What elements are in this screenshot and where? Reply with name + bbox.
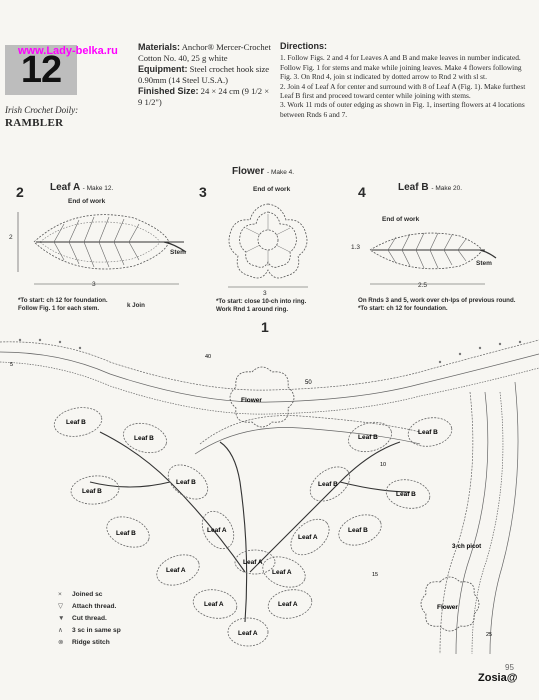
directions-block — [280, 42, 535, 119]
fig1-flower-label-top: Flower — [241, 397, 262, 404]
fig2-note: *To start: ch 12 for foundation. Follow Fig. 1 for each stem. — [18, 297, 108, 312]
svg-text:Leaf B: Leaf B — [176, 479, 196, 486]
direction-step: 2. Join 4 of Leaf A for center and surround with 8 of Leaf A (Fig. 1). Make furthest Leaf B first and proceed toward center while joining with stems. — [280, 81, 526, 101]
fig2-leaf-a-diagram — [14, 200, 194, 290]
ridge-stitch-symbol-icon: ⊗ — [58, 639, 64, 646]
direction-step: 1. Follow Figs. 2 and 4 for Leaves A and B and make leaves in number indicated. Follow Fig. 1 for stems and make while joining leaves. Make 4 flowers following Fig. 3. On Rnd 4, join st indicated by dotted arrow to Rnd 2 with sl st. — [280, 53, 522, 82]
svg-text:Leaf A: Leaf A — [272, 569, 292, 576]
fig4-title: Leaf B - Make 20. — [398, 182, 463, 193]
fig4-leaf-b-diagram — [360, 222, 510, 292]
svg-text:Leaf A: Leaf A — [166, 567, 186, 574]
fig2-title: Leaf A - Make 12. — [50, 182, 114, 193]
legend-item: ∧ 3 sc in same sp — [58, 626, 121, 634]
page-number: 95 — [505, 663, 514, 672]
attach-thread-symbol-icon: ▽ — [58, 603, 64, 610]
fig4-note: On Rnds 3 and 5, work over ch-lps of previous round. *To start: ch 12 for foundation. — [358, 297, 516, 312]
size-line: Finished Size: 24 × 24 cm (9 1/2 × 9 1/2") — [138, 86, 270, 107]
svg-text:Leaf A: Leaf A — [298, 534, 318, 541]
fig4-width: 2.5 — [418, 282, 428, 289]
pattern-title: RAMBLER — [5, 117, 64, 129]
fig3-number: 3 — [199, 184, 207, 200]
svg-text:Leaf A: Leaf A — [238, 630, 258, 637]
legend-item: × Joined sc — [58, 590, 103, 598]
fig4-end-label: End of work — [382, 216, 420, 223]
fig1-flower-label-bottom: Flower — [437, 604, 458, 611]
fig2-width: 3 — [92, 281, 96, 288]
svg-text:Leaf A: Leaf A — [243, 559, 263, 566]
symbol-legend — [58, 588, 121, 648]
svg-text:Leaf A: Leaf A — [207, 527, 227, 534]
fig2-number: 2 — [16, 184, 24, 200]
fig2-join-legend: k Join — [127, 302, 145, 309]
cut-thread-symbol-icon: ▼ — [58, 614, 65, 622]
credit-signature: Zosia@ — [478, 672, 518, 684]
fig1-picot-label: 3-ch picot — [452, 543, 482, 550]
fig4-height: 1.3 — [351, 244, 361, 251]
directions-heading: Directions: — [280, 41, 328, 51]
fig2-stem-label: Stem — [170, 249, 186, 256]
fig3-title: Flower - Make 4. — [232, 166, 295, 177]
equipment-line: Equipment: Steel crochet hook size 0.90mm (14 Steel U.S.A.) — [138, 64, 270, 85]
pattern-number: 12 — [20, 48, 62, 91]
svg-text:Leaf A: Leaf A — [204, 601, 224, 608]
svg-text:50: 50 — [305, 380, 312, 386]
legend-item: ▽ Attach thread. — [58, 602, 117, 610]
svg-text:5: 5 — [10, 362, 14, 368]
svg-text:Leaf B: Leaf B — [418, 429, 438, 436]
svg-text:Leaf B: Leaf B — [82, 488, 102, 495]
svg-text:25: 25 — [486, 632, 493, 638]
watermark-link[interactable]: www.Lady-belka.ru — [18, 45, 118, 57]
svg-text:Leaf A: Leaf A — [278, 601, 298, 608]
svg-text:Leaf B: Leaf B — [358, 434, 378, 441]
svg-text:Leaf B: Leaf B — [66, 419, 86, 426]
fig3-note: *To start: close 10-ch into ring. Work Rnd 1 around ring. — [216, 298, 307, 313]
svg-text:Leaf B: Leaf B — [116, 530, 136, 537]
svg-text:Leaf B: Leaf B — [348, 527, 368, 534]
fig3-width: 3 — [263, 290, 267, 297]
fig3-flower-diagram — [218, 190, 318, 290]
fig2-height: 2 — [9, 234, 13, 241]
three-sc-symbol-icon: ∧ — [58, 627, 63, 634]
materials-line: Materials: Anchor® Mercer-Crochet Cotton No. 40, 25 g white — [138, 42, 271, 63]
fig3-end-label: End of work — [253, 186, 291, 193]
fig2-end-label: End of work — [68, 198, 106, 205]
fig1-number: 1 — [261, 319, 269, 335]
svg-text:15: 15 — [372, 572, 379, 578]
fig1-flower-top — [230, 367, 294, 427]
pattern-subtitle: Irish Crochet Doily: — [5, 105, 79, 115]
materials-block — [138, 42, 274, 108]
fig4-number: 4 — [358, 184, 366, 200]
joined-sc-symbol-icon: × — [58, 590, 62, 598]
fig4-stem-label: Stem — [476, 260, 492, 267]
svg-text:Leaf B: Leaf B — [134, 435, 154, 442]
svg-text:40: 40 — [205, 354, 212, 360]
legend-item: ⊗ Ridge stitch — [58, 638, 110, 646]
svg-text:10: 10 — [380, 462, 387, 468]
direction-step: 3. Work 11 rnds of outer edging as shown in Fig. 1, inserting flowers at 4 locations between Rnds 6 and 7. — [280, 100, 525, 119]
legend-item: ▼ Cut thread. — [58, 614, 107, 622]
svg-text:Leaf B: Leaf B — [396, 491, 416, 498]
svg-text:Leaf B: Leaf B — [318, 481, 338, 488]
